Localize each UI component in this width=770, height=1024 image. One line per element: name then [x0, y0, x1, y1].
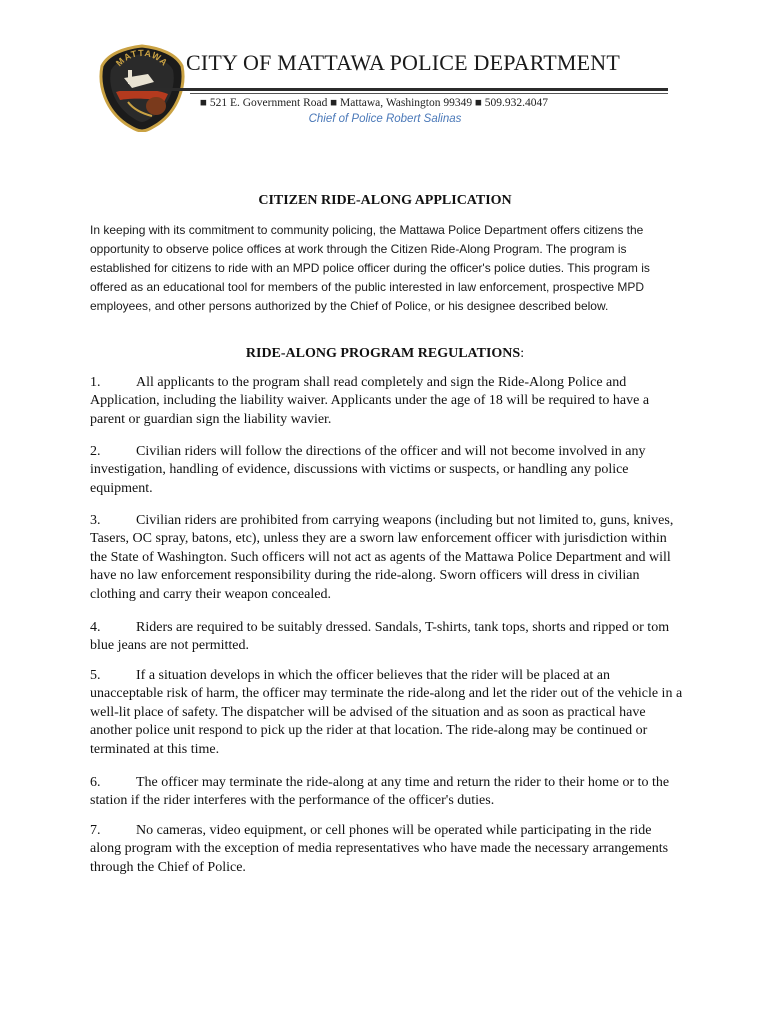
regulation-number: 1. [90, 375, 101, 390]
regulation-number: 7. [90, 823, 101, 838]
regulation-item [90, 619, 684, 656]
department-name: CITY OF MATTAWA POLICE DEPARTMENT [186, 50, 621, 75]
regulation-text: No cameras, video equipment, or cell phones will be operated while participating in the ride along program with the exception of media representatives who have made the necessary arrangements through the Chief of Police. [90, 823, 669, 875]
regulation-text: Riders are required to be suitably dressed. Sandals, T-shirts, tank tops, shorts and ripped or tom blue jeans are not permitted. [90, 620, 670, 654]
chief-of-police: Chief of Police Robert Salinas [308, 113, 462, 125]
regulation-item [90, 512, 684, 604]
regulation-text: Civilian riders will follow the directions of the officer and will not become involved in any investigation, handling of evidence, discussions with victims or suspects, or handling any police equipment. [90, 444, 646, 496]
regulation-number: 5. [90, 668, 101, 683]
logo-text: MATTAWA [114, 47, 171, 69]
regulation-item [90, 774, 684, 811]
regulation-item [90, 667, 684, 759]
intro-paragraph: In keeping with its commitment to community policing, the Mattawa Police Department offers citizens the opportunity to observe police offices at work through the Citizen Ride-Along Program. The program is established for citizens to ride with an MPD police officer during the officer's police duties. This program is offered as an educational tool for members of the public interested in law enforcement, prospective MPD employees, and other persons authorized by the Chief of Police, or his designee described below. [90, 223, 650, 313]
regulation-number: 6. [90, 775, 101, 790]
regulation-item [90, 374, 684, 429]
header-rule-thin [190, 93, 668, 94]
regulation-text: The officer may terminate the ride-along at any time and return the rider to their home or to the station if the rider interferes with the performance of the officer's duties. [90, 775, 670, 809]
regulation-text: Civilian riders are prohibited from carrying weapons (including but not limited to, guns, knives, Tasers, OC spray, batons, etc), unless they are a sworn law enforcement officer with jurisdiction within the State of Washington. Such officers will not act as agents of the Mattawa Police Department and will have no law enforcement responsibility during the ride-along. Sworn officers will dress in civilian clothing and carry their weapon concealed. [90, 513, 674, 602]
regulations-heading [0, 346, 770, 362]
regulation-number: 2. [90, 444, 101, 459]
regulation-item [90, 822, 684, 877]
regulations-heading-colon: : [520, 346, 525, 361]
regulation-number: 3. [90, 513, 101, 528]
regulation-item [90, 443, 684, 498]
regulation-text: All applicants to the program shall read completely and sign the Ride-Along Police and Application, including the liability waiver. Applicants under the age of 18 will be required to have a parent or guardian sign the liability wavier. [90, 375, 650, 427]
regulation-number: 4. [90, 620, 101, 635]
regulations-heading-text: RIDE-ALONG PROGRAM REGULATIONS [245, 346, 521, 361]
header-rule-thick [120, 88, 668, 91]
regulation-text: If a situation develops in which the officer believes that the rider will be placed at an unacceptable risk of harm, the officer may terminate the ride-along and let the rider out of the vehicle in a well-lit place of safety. The dispatcher will be advised of the situation and as soon as practical have another police unit respond to pick up the rider at that location. The ride-along may be continued or terminated at this time. [90, 668, 683, 757]
department-address: ■ 521 E. Government Road ■ Mattawa, Washington 99349 ■ 509.932.4047 [200, 97, 549, 109]
application-title: CITIZEN RIDE-ALONG APPLICATION [258, 193, 512, 208]
